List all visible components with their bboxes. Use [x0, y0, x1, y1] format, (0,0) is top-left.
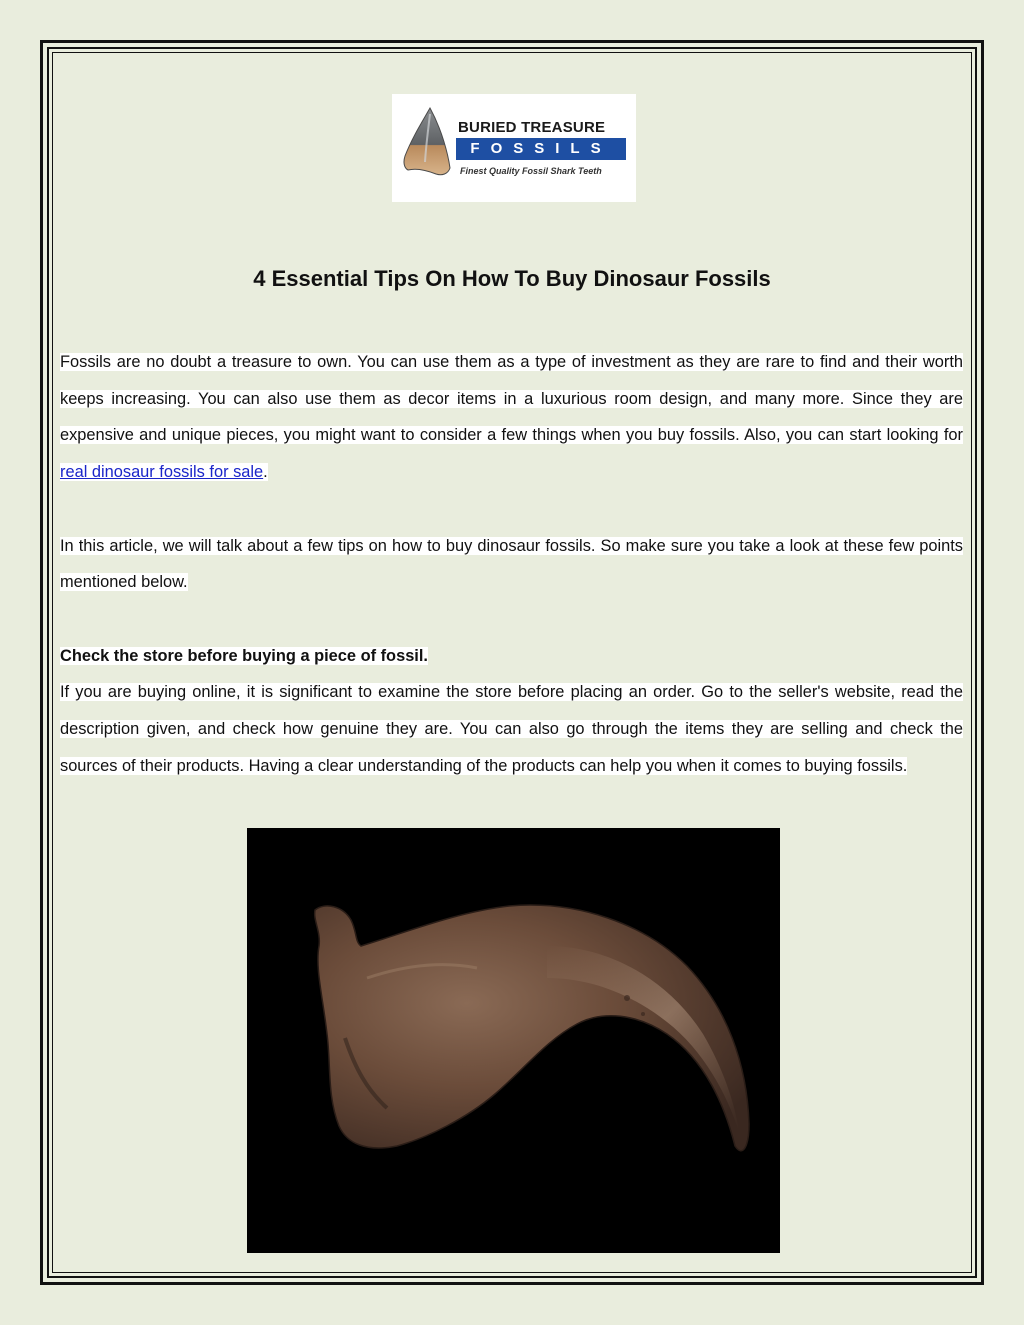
section-heading-text: Check the store before buying a piece of fossil. [60, 646, 428, 665]
dinosaur-claw-photo [247, 828, 780, 1253]
section-paragraph [60, 674, 963, 784]
brand-logo [392, 94, 636, 202]
paragraph-gap [60, 491, 963, 528]
paragraph-gap [60, 601, 963, 638]
dinosaur-fossils-link[interactable]: real dinosaur fossils for sale [60, 463, 264, 482]
shark-tooth-icon [392, 94, 456, 202]
dinosaur-claw-image [247, 828, 780, 1253]
logo-title: BURIED TREASURE [458, 119, 606, 136]
intro-end: . [263, 463, 268, 482]
intro-text: Fossils are no doubt a treasure to own. You can use them as a type of investment as they are rare to find and their worth keeps increasing. You can also use them as decor items in a luxurious room design, and many more. Since they are expensive and unique pieces, you might want to consider a few things when you buy fossils. Also, you can start looking for [60, 353, 963, 445]
intro-paragraph [60, 344, 963, 491]
second-paragraph [60, 528, 963, 601]
section-heading [60, 638, 963, 675]
article-body [60, 344, 963, 784]
logo-tagline: Finest Quality Fossil Shark Teeth [460, 166, 602, 176]
logo-subtitle: FOSSILS [470, 140, 612, 157]
article-title: 4 Essential Tips On How To Buy Dinosaur Fossils [253, 266, 771, 291]
second-paragraph-text: In this article, we will talk about a few tips on how to buy dinosaur fossils. So make sure you take a look at these few points mentioned below. [60, 536, 963, 592]
section-paragraph-text: If you are buying online, it is significant to examine the store before placing an order. Go to the seller's website, read the description given, and check how genuine they are. You can also go through the items they are selling and check the sources of their products. Having a clear understanding of the products can help you when it comes to buying fossils. [60, 683, 963, 775]
